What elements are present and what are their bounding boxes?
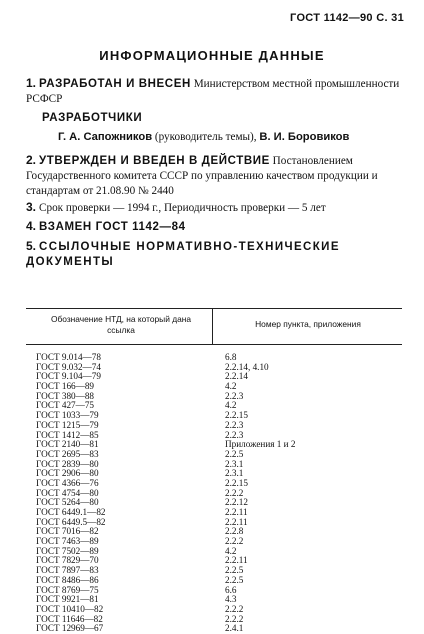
table-cell-designation: ГОСТ 7463—89 [36,536,99,547]
table-cell-clause: 2.2.2 [225,613,244,624]
section-caps: РАЗРАБОТАН И ВНЕСЕН [39,78,191,90]
table-cell-clause: 2.2.3 [225,419,244,430]
table-cell-designation: ГОСТ 2839—80 [36,458,99,469]
table-cell-clause: 2.3.1 [225,458,244,469]
section-text: Министерством местной промышленности РСФСР [26,78,400,105]
page-title: ИНФОРМАЦИОННЫЕ ДАННЫЕ [99,48,325,63]
table-cell-designation: ГОСТ 380—88 [36,390,95,401]
table-cell-clause: 2.2.2 [225,603,244,614]
section-number: 3. [26,200,37,214]
section-text: Постановлением Государственного комитета СССР по управлению качеством продукции и стандартам от 21.08.90 № 2440 [26,155,378,197]
table-cell-clause: 2.2.2 [225,536,244,547]
table-cell-designation: ГОСТ 7502—89 [36,545,99,556]
section-number: 1. [26,76,37,90]
table-cell-clause: 2.2.2 [225,487,244,498]
table-cell-clause: 2.2.11 [225,507,248,517]
section-caps: УТВЕРЖДЕН И ВВЕДЕН В ДЕЙСТВИЕ [39,155,270,167]
developer-name: В. И. Боровиков [259,131,350,143]
table-cell-designation: ГОСТ 8486—86 [36,574,99,585]
table-cell-clause: 2.2.8 [225,526,244,537]
page-header: ГОСТ 1142—90 С. 31 [290,12,404,24]
table-header-clause: Номер пункта, приложения [255,319,361,329]
table-cell-clause: 2.2.3 [225,390,244,401]
table-cell-clause: 2.2.5 [225,574,244,585]
section-4 [26,219,406,235]
table-cell-designation: ГОСТ 6449.5—82 [36,516,106,527]
developer-name: Г. А. Сапожников [58,131,153,143]
table-cell-designation: ГОСТ 7829—70 [36,555,99,566]
table-cell-designation: ГОСТ 7897—83 [36,565,99,576]
section-caps: ВЗАМЕН ГОСТ 1142—84 [39,221,186,233]
table-top-rule [26,308,402,309]
table-cell-designation: ГОСТ 2140—81 [36,439,99,450]
table-cell-clause: 2.2.15 [225,477,248,488]
table-header-designation: Обозначение НТД, на который дана ссылка [50,314,192,335]
section-number: 5. [26,239,37,253]
table-cell-designation: ГОСТ 5264—80 [36,497,99,508]
table-cell-clause: 2.2.14 [225,371,248,382]
section-number: 4. [26,219,37,233]
section-5 [26,239,396,270]
table-cell-designation: ГОСТ 1412—85 [36,429,99,440]
table-cell-designation: ГОСТ 166—89 [36,381,95,392]
table-cell-clause: 4.2 [225,545,237,556]
table-cell-designation: ГОСТ 11646—82 [36,613,103,624]
table-cell-designation: ГОСТ 10410—82 [36,603,104,614]
table-cell-designation: ГОСТ 2695—83 [36,448,99,459]
table-cell-clause: 2.2.12 [225,497,248,508]
developers-heading: РАЗРАБОТЧИКИ [42,112,143,124]
table-row [36,624,406,634]
table-cell-clause: 2.4.1 [225,623,244,634]
table-cell-designation: ГОСТ 9921—81 [36,594,99,605]
section-number: 2. [26,153,37,167]
table-cell-clause: 6.6 [225,584,237,595]
section-2 [26,153,406,199]
table-cell-designation: ГОСТ 9.032—74 [36,361,101,372]
table-cell-designation: ГОСТ 2906—80 [36,468,99,479]
table-cell-clause: 4.3 [225,594,237,605]
table-cell-designation: ГОСТ 1215—79 [36,419,99,430]
table-header-rule [26,344,402,345]
table-cell-clause: 2.2.11 [225,555,248,566]
table-cell-designation: ГОСТ 8769—75 [36,584,99,595]
developers-list [58,131,349,143]
table-cell-designation: ГОСТ 1033—79 [36,410,99,421]
section-1 [26,76,406,107]
table-cell-clause: 2.2.11 [225,516,248,527]
table-cell-clause: Приложения 1 и 2 [225,439,296,450]
section-text: Срок проверки — 1994 г., Периодичность проверки — 5 лет [39,202,326,214]
table-column-divider [212,308,213,344]
table-cell-designation: ГОСТ 9.014—78 [36,352,101,362]
table-cell-designation: ГОСТ 427—75 [36,400,95,411]
table-cell-designation: ГОСТ 4754—80 [36,487,99,498]
table-cell-designation: ГОСТ 7016—82 [36,526,99,537]
table-cell-clause: 2.3.1 [225,468,244,479]
table-cell-designation: ГОСТ 6449.1—82 [36,507,106,517]
table-cell-clause: 4.2 [225,400,237,411]
table-cell-designation: ГОСТ 12969—67 [36,623,104,634]
table-cell-clause: 2.2.3 [225,429,244,440]
table-cell-clause: 4.2 [225,381,237,392]
table-cell-clause: 2.2.15 [225,410,248,421]
table-body [36,353,406,634]
section-caps: ССЫЛОЧНЫЕ НОРМАТИВНО-ТЕХНИЧЕСКИЕ ДОКУМЕНТЫ [26,241,340,268]
table-cell-clause: 6.8 [225,352,237,362]
table-cell-clause: 2.2.14, 4.10 [225,361,269,372]
table-cell-designation: ГОСТ 9.104—79 [36,371,101,382]
developer-role: (руководитель темы), [152,131,260,143]
table-cell-clause: 2.2.5 [225,565,244,576]
table-cell-designation: ГОСТ 4366—76 [36,477,99,488]
table-cell-clause: 2.2.5 [225,448,244,459]
section-3 [26,200,406,216]
